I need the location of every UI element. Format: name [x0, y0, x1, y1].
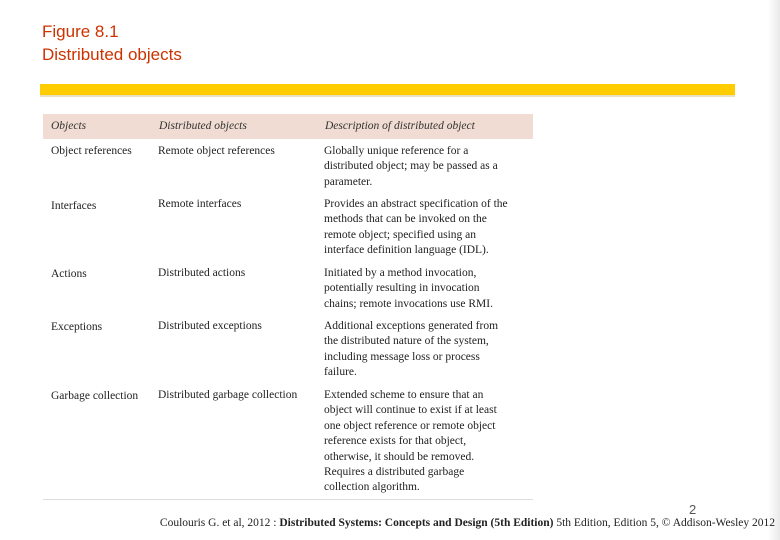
cell-object: Actions	[51, 268, 87, 280]
description-line: distributed object; may be passed as a	[324, 160, 498, 173]
table-header	[43, 114, 533, 139]
cell-distributed: Remote object references	[158, 145, 275, 157]
description-line: Provides an abstract specification of the	[324, 198, 508, 210]
description-line: otherwise, it should be removed.	[324, 450, 475, 463]
citation-prefix: Coulouris G. et al, 2012 :	[159, 517, 280, 529]
citation-suffix: 5th Edition, Edition 5, © Addison-Wesley 2012	[553, 517, 775, 529]
description-line: including message loss or process	[324, 350, 480, 363]
slide-title-line-2: Distributed objects	[42, 45, 182, 64]
slide-title	[42, 20, 182, 66]
description-line: remote object; specified using an	[324, 228, 477, 241]
header-description: Description of distributed object	[325, 120, 475, 132]
description-line: interface definition language (IDL).	[324, 244, 489, 257]
description-line: one object reference or remote object	[324, 419, 496, 432]
description-line: methods that can be invoked on the	[324, 213, 487, 226]
distributed-objects-table	[43, 114, 533, 500]
description-line: the distributed nature of the system,	[324, 335, 489, 348]
description-line: potentially resulting in invocation	[324, 282, 480, 295]
citation-footer	[0, 517, 775, 529]
cell-object: Garbage collection	[51, 390, 139, 402]
cell-description	[324, 319, 533, 381]
cell-object: Object references	[51, 145, 132, 157]
header-objects: Objects	[51, 120, 87, 132]
description-line: Initiated by a method invocation,	[324, 267, 477, 279]
cell-object: Exceptions	[51, 321, 103, 333]
description-line: parameter.	[324, 175, 373, 188]
description-line: failure.	[324, 366, 357, 379]
cell-description	[324, 266, 533, 312]
cell-distributed: Distributed garbage collection	[158, 389, 298, 401]
cell-description	[324, 197, 533, 259]
title-divider-bar	[40, 84, 735, 95]
description-line: object will continue to exist if at least	[324, 404, 497, 417]
cell-distributed: Distributed exceptions	[158, 320, 262, 332]
slide-title-line-1: Figure 8.1	[42, 22, 119, 41]
cell-object: Interfaces	[51, 200, 97, 212]
description-line: chains; remote invocations use RMI.	[324, 297, 493, 310]
description-line: Extended scheme to ensure that an	[324, 389, 484, 401]
page-number: 2	[689, 502, 697, 517]
table-bottom-border	[43, 499, 533, 500]
description-line: Requires a distributed garbage	[324, 466, 465, 479]
citation-book-title: Distributed Systems: Concepts and Design (5th Edition)	[279, 517, 554, 529]
cell-description	[324, 144, 533, 190]
description-line: Globally unique reference for a	[324, 145, 469, 157]
slide-edge-shadow	[768, 0, 780, 540]
header-distributed-objects: Distributed objects	[159, 120, 247, 132]
cell-distributed: Distributed actions	[158, 267, 246, 279]
description-line: collection algorithm.	[324, 481, 420, 494]
title-divider-shadow	[40, 95, 735, 97]
cell-distributed: Remote interfaces	[158, 198, 242, 210]
description-line: reference exists for that object,	[324, 435, 467, 448]
cell-description	[324, 388, 533, 496]
description-line: Additional exceptions generated from	[324, 320, 499, 332]
